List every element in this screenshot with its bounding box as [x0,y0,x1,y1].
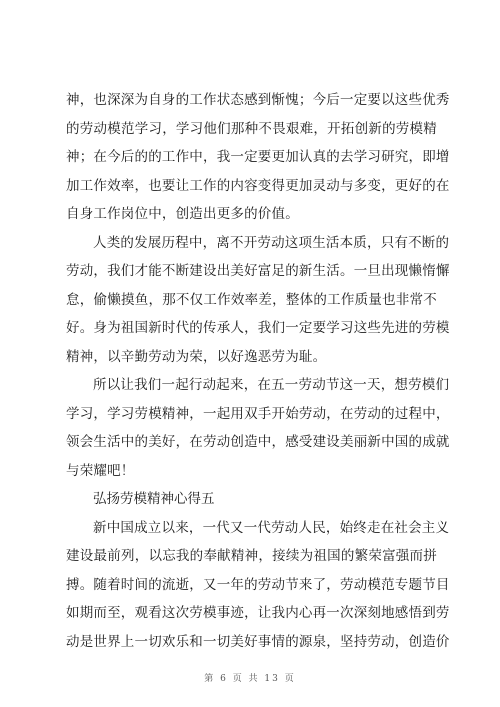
section-heading: 弘扬劳模精神心得五 [93,491,215,507]
text-line: 如期而至，观看这次劳模事迹，让我内心再一次深刻地感悟到劳 [66,605,450,621]
text-line: 建设最前列，以忘我的奉献精神，接续为祖国的繁荣富强而拼 [66,548,437,564]
text-line: 自身工作岗位中，创造出更多的价值。 [66,206,299,222]
text-line: 精神，以辛勤劳动为荣，以好逸恶劳为耻。 [66,348,327,365]
text-line: 神；在今后的的工作中，我一定要更加认真的去学习研究，即增 [66,149,450,165]
text-line: 所以让我们一起行动起来，在五一劳动节这一天，想劳模们 [93,377,450,393]
text-line: 劳动，我们才能不断建设出美好富足的新生活。一旦出现懒惰懈 [66,263,450,279]
text-line: 与荣耀吧！ [66,462,135,479]
text-line: 动是世界上一切欢乐和一切美好事情的源泉，坚持劳动，创造价 [66,633,450,650]
text-line: 人类的发展历程中，离不开劳动这项生活本质，只有不断的 [93,234,450,251]
paragraph-block-2 [66,514,450,657]
text-line: 的劳动模范学习，学习他们那种不畏艰难，开拓创新的劳模精 [66,120,437,137]
document-body [66,86,450,656]
text-line: 加工作效率，也要让工作的内容变得更加灵动与多变，更好的在 [66,177,450,194]
text-line: 怠，偷懒摸鱼，那不仅工作效率差，整体的工作质量也非常不 [66,291,437,308]
text-line: 神，也深深为自身的工作状态感到惭愧；今后一定要以这些优秀 [66,92,450,108]
text-line: 新中国成立以来，一代又一代劳动人民，始终走在社会主义 [93,519,450,536]
paragraph-block-1 [66,86,450,485]
text-line: 学习，学习劳模精神，一起用双手开始劳动，在劳动的过程中， [66,405,450,422]
text-line: 搏。随着时间的流逝，又一年的劳动节来了，劳动模范专题节目 [66,576,450,593]
text-line: 领会生活中的美好，在劳动创造中，感受建设美丽新中国的成就 [66,434,450,450]
text-line: 好。身为祖国新时代的传承人，我们一定要学习这些先进的劳模 [66,320,450,336]
page-number-footer: 第 6 页 共 13 页 [204,674,296,684]
